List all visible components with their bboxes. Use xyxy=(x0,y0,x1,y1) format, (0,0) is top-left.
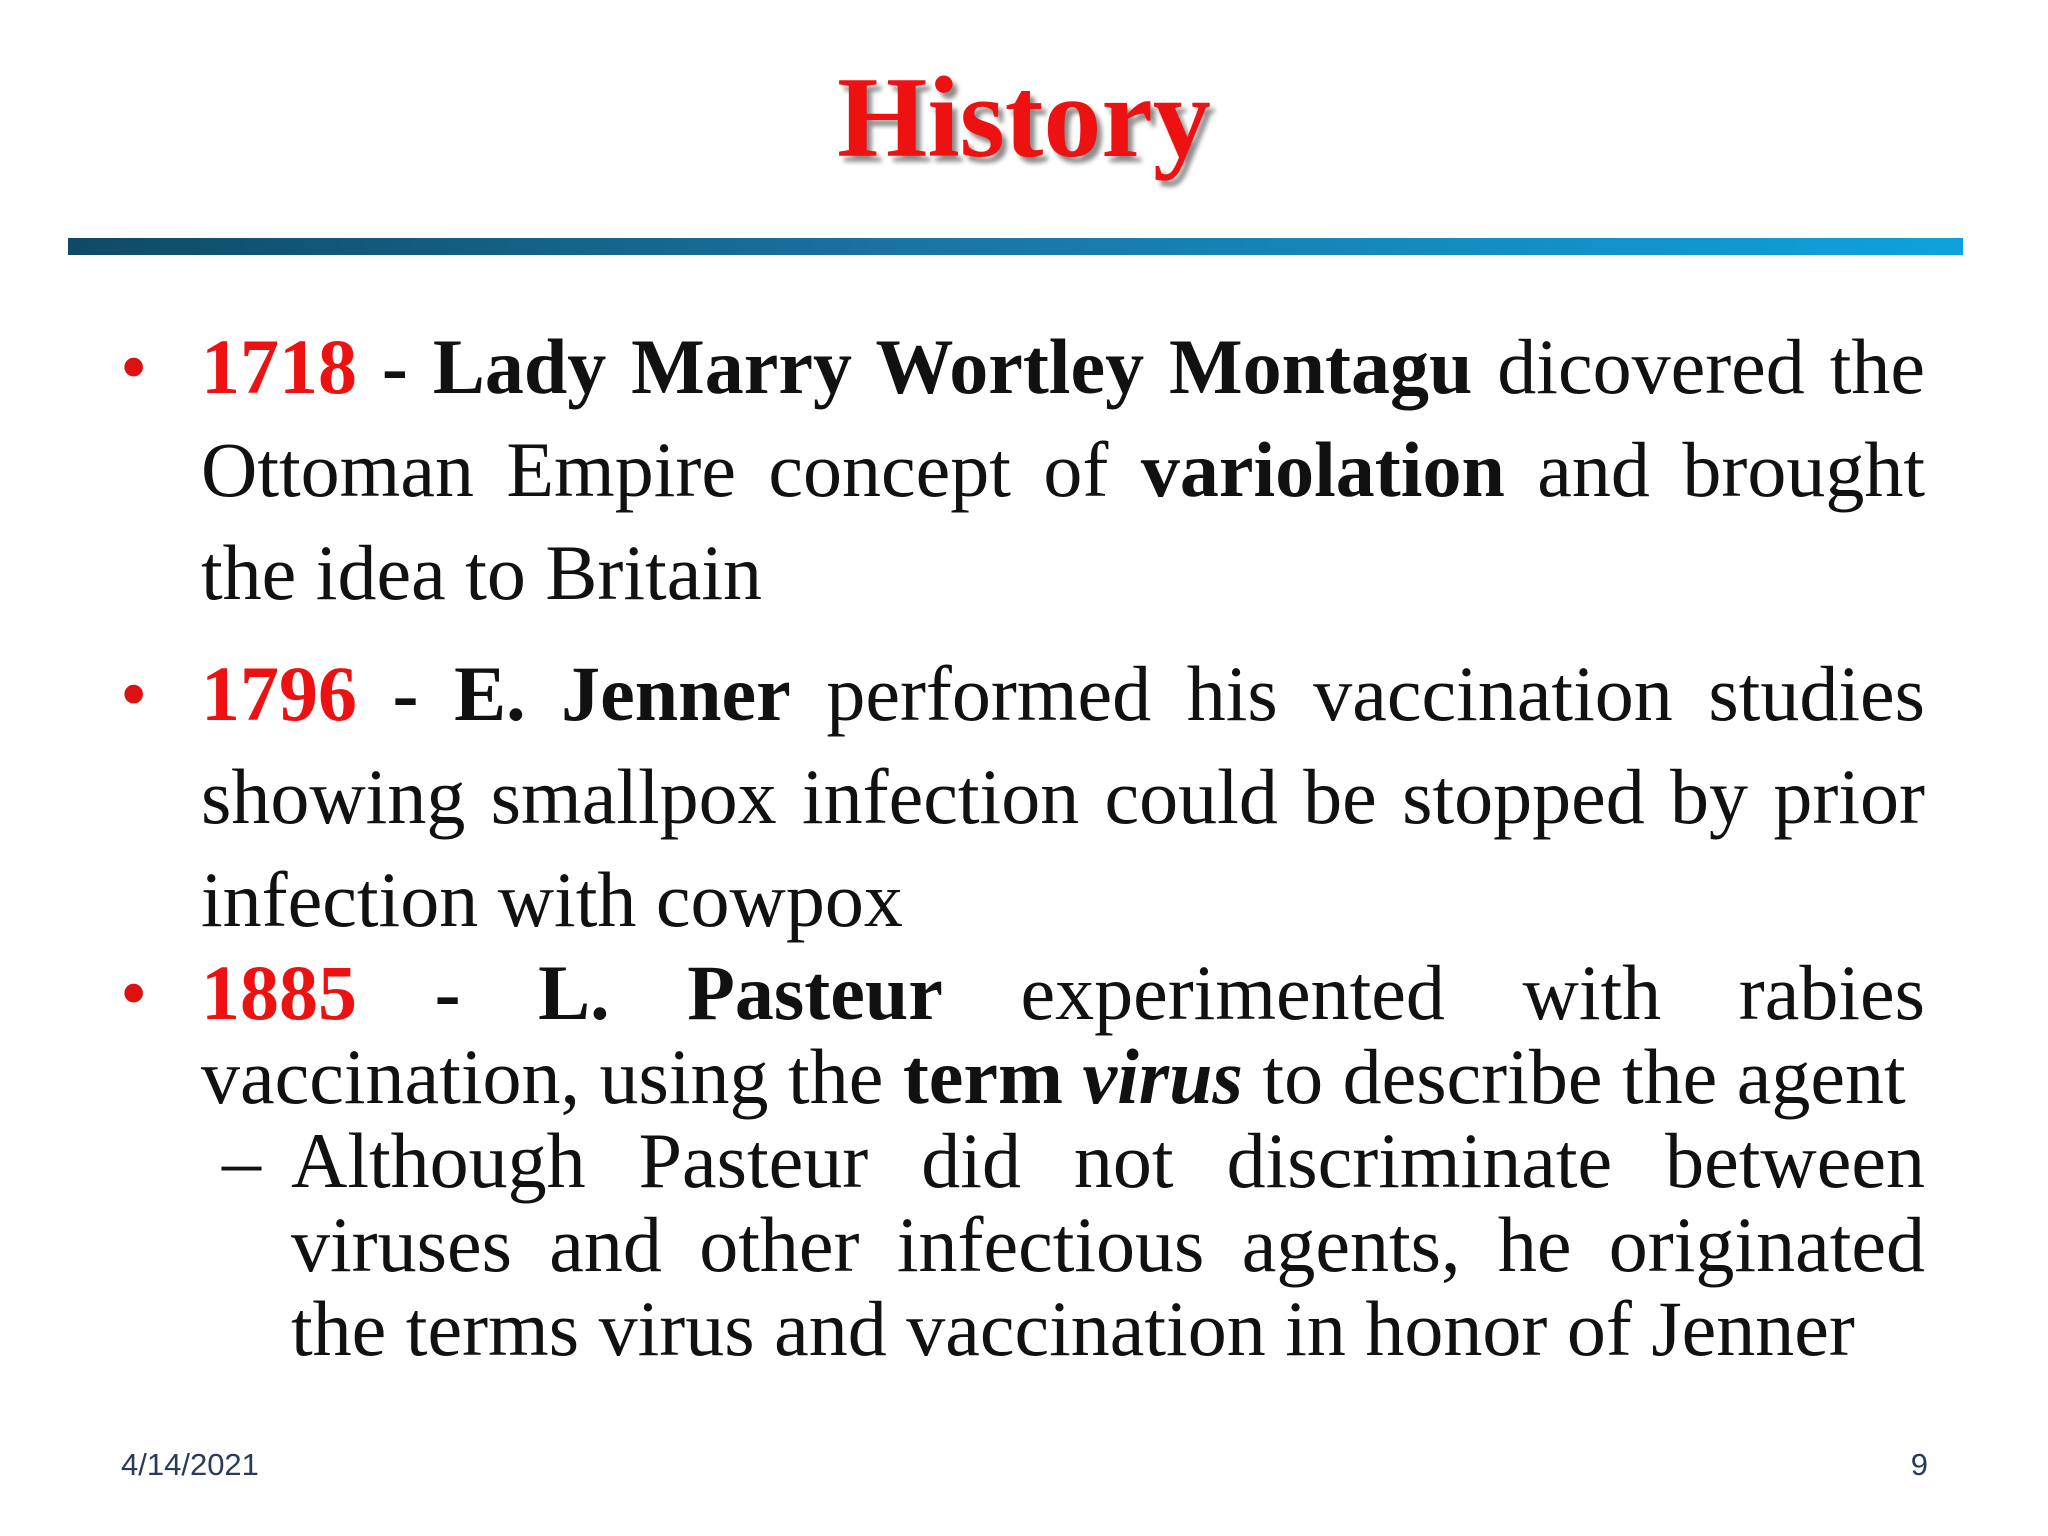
bullet-person: E. Jenner xyxy=(454,650,791,737)
bullet-1796 xyxy=(120,642,1925,951)
bullet-separator: - xyxy=(357,949,539,1036)
bullet-term-italic: virus xyxy=(1082,1033,1243,1120)
bullet-year: 1796 xyxy=(201,650,357,737)
bullet-separator: - xyxy=(357,323,433,410)
bullet-icon: • xyxy=(120,650,148,737)
bullet-text-end: to describe the agent xyxy=(1242,1033,1906,1120)
bullet-person: Lady Marry Wortley Montagu xyxy=(432,323,1473,410)
bullet-icon: • xyxy=(120,323,148,410)
bullet-text: performed his vaccination studies showing smallpox infection could be stopped by prior infection with cowpox xyxy=(201,650,1925,943)
bullet-term: variolation xyxy=(1140,426,1505,513)
footer-date: 4/14/2021 xyxy=(121,1447,259,1482)
bullet-text: dicovered the Ottoman Empire concept of xyxy=(201,323,1925,513)
bullet-text: experimented with rabies vaccination, using the xyxy=(201,949,1926,1120)
page-number: 9 xyxy=(1910,1447,1928,1482)
bullet-term: term xyxy=(902,1033,1064,1120)
title-divider xyxy=(68,238,1963,255)
bullet-year: 1718 xyxy=(201,323,357,410)
bullet-year: 1885 xyxy=(201,949,357,1036)
bullet-text-end: and brought the idea to Britain xyxy=(201,426,1925,616)
sub-bullet-text: Although Pasteur did not discriminate between viruses and other infectious agents, he originated the terms virus and vaccination in honor of Jenner xyxy=(291,1117,1925,1372)
bullet-person: L. Pasteur xyxy=(538,949,943,1036)
sub-bullet-pasteur xyxy=(120,1119,1925,1371)
slide-title: History xyxy=(837,54,1211,182)
dash-icon: – xyxy=(222,1117,261,1204)
bullet-space xyxy=(1063,1033,1083,1120)
bullet-separator: - xyxy=(357,650,455,737)
bullet-icon: • xyxy=(120,949,148,1036)
bullet-1885 xyxy=(120,951,1925,1119)
bullet-1718 xyxy=(120,315,1925,624)
slide-body xyxy=(120,315,1925,1371)
